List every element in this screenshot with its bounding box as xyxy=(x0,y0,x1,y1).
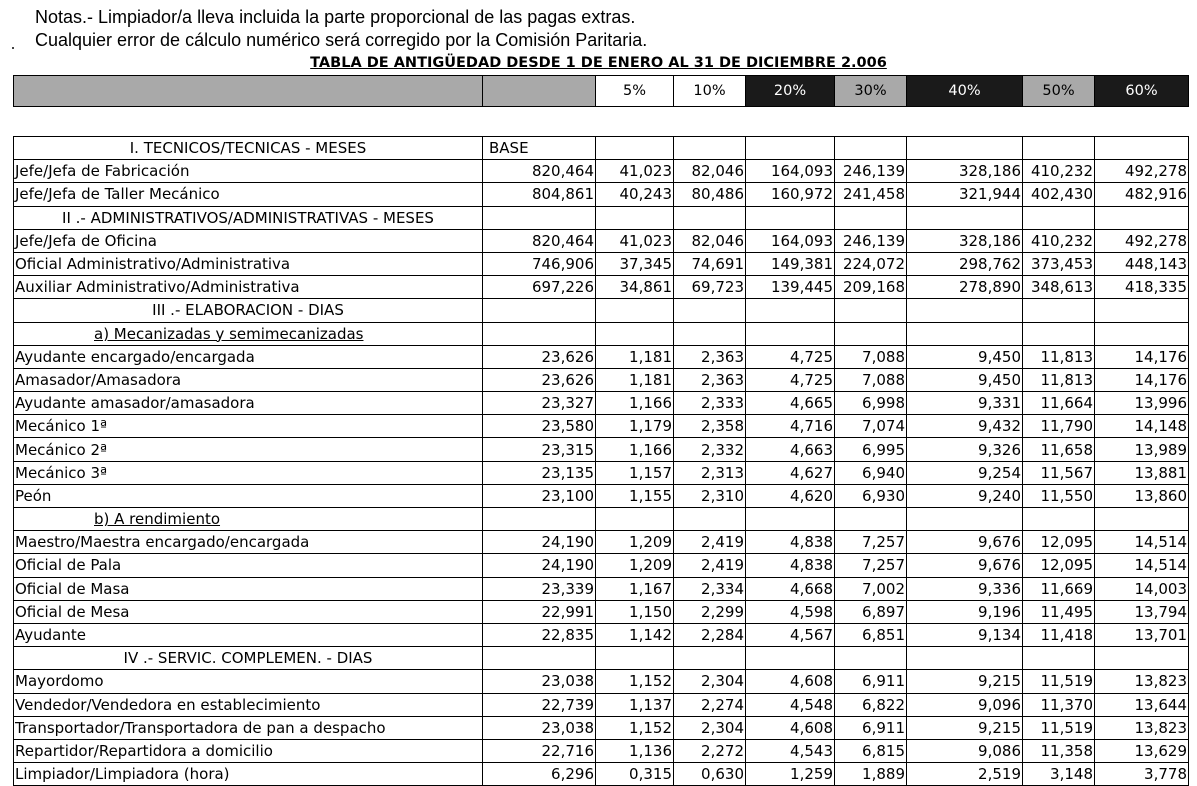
section-row xyxy=(14,647,1189,670)
job-title: Mecánico 1ª xyxy=(14,415,483,438)
seniority-value: 149,381 xyxy=(746,252,835,275)
empty-cell xyxy=(1023,508,1095,531)
job-title: Oficial de Masa xyxy=(14,577,483,600)
job-title: Jefe/Jefa de Taller Mecánico xyxy=(14,183,483,206)
base-value: 22,739 xyxy=(483,693,596,716)
seniority-value: 1,179 xyxy=(596,415,674,438)
empty-cell xyxy=(1095,322,1189,345)
seniority-value: 2,284 xyxy=(674,623,746,646)
seniority-value: 82,046 xyxy=(674,160,746,183)
seniority-value: 4,665 xyxy=(746,392,835,415)
empty-cell xyxy=(835,508,907,531)
seniority-value: 82,046 xyxy=(674,229,746,252)
seniority-value: 1,152 xyxy=(596,716,674,739)
seniority-value: 224,072 xyxy=(835,252,907,275)
seniority-value: 13,629 xyxy=(1095,739,1189,762)
table-row xyxy=(14,693,1189,716)
job-title: Transportador/Transportadora de pan a despacho xyxy=(14,716,483,739)
seniority-value: 4,608 xyxy=(746,716,835,739)
table-row xyxy=(14,531,1189,554)
empty-cell xyxy=(674,322,746,345)
subsection-label xyxy=(14,322,483,345)
seniority-value: 1,167 xyxy=(596,577,674,600)
seniority-value: 348,613 xyxy=(1023,276,1095,299)
empty-cell xyxy=(746,647,835,670)
seniority-value: 482,916 xyxy=(1095,183,1189,206)
seniority-value: 11,519 xyxy=(1023,716,1095,739)
seniority-value: 13,996 xyxy=(1095,392,1189,415)
base-value: 23,100 xyxy=(483,484,596,507)
job-title: Oficial de Mesa xyxy=(14,600,483,623)
base-value: 22,991 xyxy=(483,600,596,623)
header-blank-base xyxy=(483,76,596,107)
empty-cell xyxy=(1023,299,1095,322)
subsection-label xyxy=(14,508,483,531)
seniority-value: 418,335 xyxy=(1095,276,1189,299)
empty-cell xyxy=(483,206,596,229)
seniority-value: 13,644 xyxy=(1095,693,1189,716)
seniority-value: 1,166 xyxy=(596,438,674,461)
seniority-value: 6,940 xyxy=(835,461,907,484)
seniority-value: 9,326 xyxy=(907,438,1023,461)
base-value: 23,339 xyxy=(483,577,596,600)
seniority-value: 2,304 xyxy=(674,670,746,693)
empty-cell xyxy=(596,299,674,322)
seniority-value: 4,716 xyxy=(746,415,835,438)
section-row xyxy=(14,299,1189,322)
base-value: 22,835 xyxy=(483,623,596,646)
table-row xyxy=(14,415,1189,438)
empty-cell xyxy=(907,137,1023,160)
seniority-value: 3,778 xyxy=(1095,763,1189,786)
seniority-value: 4,838 xyxy=(746,531,835,554)
header-5: 5% xyxy=(596,76,674,107)
seniority-value: 4,627 xyxy=(746,461,835,484)
job-title: Jefe/Jefa de Oficina xyxy=(14,229,483,252)
note-line: Notas.- Limpiador/a lleva incluida la parte proporcional de las pagas extras. xyxy=(35,7,636,27)
note-line: Cualquier error de cálculo numérico será corregido por la Comisión Paritaria. xyxy=(35,30,648,50)
seniority-value: 1,152 xyxy=(596,670,674,693)
seniority-value: 9,676 xyxy=(907,531,1023,554)
seniority-value: 7,257 xyxy=(835,554,907,577)
table-row xyxy=(14,739,1189,762)
seniority-value: 41,023 xyxy=(596,160,674,183)
job-title: Maestro/Maestra encargado/encargada xyxy=(14,531,483,554)
seniority-value: 164,093 xyxy=(746,229,835,252)
empty-cell xyxy=(674,299,746,322)
empty-cell xyxy=(907,508,1023,531)
header-blank xyxy=(14,76,483,107)
base-value: 804,861 xyxy=(483,183,596,206)
table-row xyxy=(14,438,1189,461)
job-title: Limpiador/Limpiadora (hora) xyxy=(14,763,483,786)
seniority-value: 241,458 xyxy=(835,183,907,206)
seniority-value: 14,003 xyxy=(1095,577,1189,600)
seniority-value: 74,691 xyxy=(674,252,746,275)
empty-cell xyxy=(835,299,907,322)
empty-cell xyxy=(835,647,907,670)
seniority-value: 373,453 xyxy=(1023,252,1095,275)
seniority-value: 6,851 xyxy=(835,623,907,646)
seniority-value: 11,418 xyxy=(1023,623,1095,646)
header-20: 20% xyxy=(746,76,835,107)
seniority-value: 9,086 xyxy=(907,739,1023,762)
seniority-value: 9,215 xyxy=(907,670,1023,693)
empty-cell xyxy=(835,206,907,229)
seniority-value: 13,701 xyxy=(1095,623,1189,646)
header-30: 30% xyxy=(835,76,907,107)
seniority-value: 34,861 xyxy=(596,276,674,299)
seniority-value: 11,669 xyxy=(1023,577,1095,600)
table-row xyxy=(14,554,1189,577)
header-10: 10% xyxy=(674,76,746,107)
table-row xyxy=(14,670,1189,693)
seniority-value: 1,889 xyxy=(835,763,907,786)
seniority-value: 37,345 xyxy=(596,252,674,275)
job-title: Mecánico 3ª xyxy=(14,461,483,484)
header-40: 40% xyxy=(907,76,1023,107)
seniority-value: 328,186 xyxy=(907,229,1023,252)
empty-cell xyxy=(1023,137,1095,160)
stray-dot xyxy=(12,47,14,49)
seniority-value: 1,142 xyxy=(596,623,674,646)
seniority-value: 1,166 xyxy=(596,392,674,415)
seniority-value: 2,358 xyxy=(674,415,746,438)
job-title: Repartidor/Repartidora a domicilio xyxy=(14,739,483,762)
seniority-value: 9,215 xyxy=(907,716,1023,739)
seniority-value: 2,304 xyxy=(674,716,746,739)
job-title: Oficial Administrativo/Administrativa xyxy=(14,252,483,275)
seniority-value: 4,567 xyxy=(746,623,835,646)
job-title: Mayordomo xyxy=(14,670,483,693)
base-value: 23,038 xyxy=(483,670,596,693)
base-label: BASE xyxy=(483,137,596,160)
seniority-value: 6,930 xyxy=(835,484,907,507)
seniority-value: 1,155 xyxy=(596,484,674,507)
base-value: 23,626 xyxy=(483,368,596,391)
seniority-value: 13,989 xyxy=(1095,438,1189,461)
empty-cell xyxy=(674,137,746,160)
seniority-value: 14,176 xyxy=(1095,368,1189,391)
seniority-value: 4,608 xyxy=(746,670,835,693)
seniority-value: 2,419 xyxy=(674,554,746,577)
seniority-value: 1,181 xyxy=(596,345,674,368)
empty-cell xyxy=(596,322,674,345)
seniority-value: 13,823 xyxy=(1095,716,1189,739)
seniority-value: 2,272 xyxy=(674,739,746,762)
seniority-value: 410,232 xyxy=(1023,229,1095,252)
seniority-value: 1,181 xyxy=(596,368,674,391)
empty-cell xyxy=(907,206,1023,229)
seniority-value: 9,331 xyxy=(907,392,1023,415)
base-value: 697,226 xyxy=(483,276,596,299)
empty-cell xyxy=(483,647,596,670)
empty-cell xyxy=(1023,647,1095,670)
table-row xyxy=(14,461,1189,484)
seniority-value: 6,822 xyxy=(835,693,907,716)
seniority-value: 7,088 xyxy=(835,368,907,391)
seniority-value: 1,157 xyxy=(596,461,674,484)
empty-cell xyxy=(746,322,835,345)
empty-cell xyxy=(1023,322,1095,345)
empty-cell xyxy=(1095,206,1189,229)
seniority-value: 4,548 xyxy=(746,693,835,716)
seniority-value: 9,336 xyxy=(907,577,1023,600)
base-value: 23,580 xyxy=(483,415,596,438)
seniority-value: 13,794 xyxy=(1095,600,1189,623)
seniority-value: 1,136 xyxy=(596,739,674,762)
seniority-value: 4,543 xyxy=(746,739,835,762)
seniority-value: 164,093 xyxy=(746,160,835,183)
empty-cell xyxy=(483,508,596,531)
seniority-value: 13,881 xyxy=(1095,461,1189,484)
base-value: 22,716 xyxy=(483,739,596,762)
seniority-value: 14,148 xyxy=(1095,415,1189,438)
seniority-value: 4,620 xyxy=(746,484,835,507)
seniority-value: 6,897 xyxy=(835,600,907,623)
table-row xyxy=(14,368,1189,391)
seniority-value: 2,274 xyxy=(674,693,746,716)
empty-cell xyxy=(596,647,674,670)
seniority-value: 6,911 xyxy=(835,670,907,693)
empty-cell xyxy=(746,508,835,531)
seniority-value: 6,815 xyxy=(835,739,907,762)
seniority-table xyxy=(13,75,1189,786)
seniority-value: 6,911 xyxy=(835,716,907,739)
seniority-value: 69,723 xyxy=(674,276,746,299)
table-title: TABLA DE ANTIGÜEDAD DESDE 1 DE ENERO AL 31 DE DICIEMBRE 2.006 xyxy=(310,55,887,71)
job-title: Ayudante amasador/amasadora xyxy=(14,392,483,415)
seniority-value: 7,074 xyxy=(835,415,907,438)
subsection-label-text: a) Mecanizadas y semimecanizadas xyxy=(94,324,364,343)
seniority-value: 1,259 xyxy=(746,763,835,786)
seniority-value: 13,823 xyxy=(1095,670,1189,693)
empty-cell xyxy=(596,137,674,160)
empty-cell xyxy=(674,647,746,670)
seniority-value: 139,445 xyxy=(746,276,835,299)
section-label: I. TECNICOS/TECNICAS - MESES xyxy=(14,137,483,160)
empty-cell xyxy=(907,322,1023,345)
seniority-value: 9,240 xyxy=(907,484,1023,507)
empty-cell xyxy=(907,299,1023,322)
base-value: 23,327 xyxy=(483,392,596,415)
table-row xyxy=(14,763,1189,786)
seniority-value: 11,813 xyxy=(1023,368,1095,391)
empty-cell xyxy=(596,508,674,531)
seniority-value: 80,486 xyxy=(674,183,746,206)
job-title: Amasador/Amasadora xyxy=(14,368,483,391)
seniority-value: 298,762 xyxy=(907,252,1023,275)
seniority-value: 40,243 xyxy=(596,183,674,206)
base-value: 23,038 xyxy=(483,716,596,739)
table-row xyxy=(14,160,1189,183)
empty-cell xyxy=(596,206,674,229)
seniority-value: 9,450 xyxy=(907,345,1023,368)
spacer-row xyxy=(14,107,1189,137)
seniority-value: 14,514 xyxy=(1095,554,1189,577)
empty-cell xyxy=(746,137,835,160)
empty-cell xyxy=(1095,137,1189,160)
seniority-value: 9,254 xyxy=(907,461,1023,484)
seniority-value: 2,363 xyxy=(674,368,746,391)
seniority-value: 11,358 xyxy=(1023,739,1095,762)
job-title: Auxiliar Administrativo/Administrativa xyxy=(14,276,483,299)
seniority-value: 1,137 xyxy=(596,693,674,716)
seniority-value: 0,630 xyxy=(674,763,746,786)
seniority-value: 2,419 xyxy=(674,531,746,554)
seniority-value: 321,944 xyxy=(907,183,1023,206)
table-row xyxy=(14,229,1189,252)
seniority-value: 7,257 xyxy=(835,531,907,554)
seniority-value: 9,432 xyxy=(907,415,1023,438)
seniority-value: 328,186 xyxy=(907,160,1023,183)
job-title: Ayudante encargado/encargada xyxy=(14,345,483,368)
seniority-value: 2,333 xyxy=(674,392,746,415)
seniority-value: 492,278 xyxy=(1095,229,1189,252)
table-row xyxy=(14,392,1189,415)
seniority-value: 1,150 xyxy=(596,600,674,623)
seniority-value: 4,725 xyxy=(746,368,835,391)
seniority-value: 448,143 xyxy=(1095,252,1189,275)
base-value: 23,135 xyxy=(483,461,596,484)
seniority-value: 12,095 xyxy=(1023,531,1095,554)
seniority-value: 2,519 xyxy=(907,763,1023,786)
section-row xyxy=(14,137,1189,160)
table-row xyxy=(14,623,1189,646)
empty-cell xyxy=(1023,206,1095,229)
header-row xyxy=(14,76,1189,107)
empty-cell xyxy=(1095,647,1189,670)
seniority-value: 12,095 xyxy=(1023,554,1095,577)
job-title: Ayudante xyxy=(14,623,483,646)
base-value: 6,296 xyxy=(483,763,596,786)
section-row xyxy=(14,206,1189,229)
table-row xyxy=(14,183,1189,206)
base-value: 820,464 xyxy=(483,160,596,183)
base-value: 23,626 xyxy=(483,345,596,368)
seniority-value: 246,139 xyxy=(835,229,907,252)
seniority-value: 278,890 xyxy=(907,276,1023,299)
seniority-value: 209,168 xyxy=(835,276,907,299)
header-60: 60% xyxy=(1095,76,1189,107)
base-value: 23,315 xyxy=(483,438,596,461)
seniority-value: 9,096 xyxy=(907,693,1023,716)
job-title: Vendedor/Vendedora en establecimiento xyxy=(14,693,483,716)
seniority-value: 410,232 xyxy=(1023,160,1095,183)
section-label: III .- ELABORACION - DIAS xyxy=(14,299,483,322)
seniority-value: 4,598 xyxy=(746,600,835,623)
base-value: 24,190 xyxy=(483,531,596,554)
seniority-value: 7,088 xyxy=(835,345,907,368)
subsection-label-text: b) A rendimiento xyxy=(94,510,221,529)
empty-cell xyxy=(674,206,746,229)
table-row xyxy=(14,600,1189,623)
empty-cell xyxy=(907,647,1023,670)
empty-cell xyxy=(1095,508,1189,531)
seniority-value: 3,148 xyxy=(1023,763,1095,786)
empty-cell xyxy=(835,137,907,160)
table-row xyxy=(14,276,1189,299)
section-label: II .- ADMINISTRATIVOS/ADMINISTRATIVAS - MESES xyxy=(14,206,483,229)
seniority-value: 2,310 xyxy=(674,484,746,507)
seniority-value: 11,790 xyxy=(1023,415,1095,438)
seniority-value: 2,363 xyxy=(674,345,746,368)
seniority-value: 9,450 xyxy=(907,368,1023,391)
seniority-value: 1,209 xyxy=(596,554,674,577)
empty-cell xyxy=(674,508,746,531)
base-value: 820,464 xyxy=(483,229,596,252)
seniority-value: 2,332 xyxy=(674,438,746,461)
seniority-value: 4,668 xyxy=(746,577,835,600)
seniority-value: 11,664 xyxy=(1023,392,1095,415)
base-value: 746,906 xyxy=(483,252,596,275)
seniority-value: 13,860 xyxy=(1095,484,1189,507)
seniority-value: 9,134 xyxy=(907,623,1023,646)
seniority-value: 9,196 xyxy=(907,600,1023,623)
empty-cell xyxy=(483,322,596,345)
seniority-value: 402,430 xyxy=(1023,183,1095,206)
notes xyxy=(35,6,647,52)
table-row xyxy=(14,577,1189,600)
job-title: Peón xyxy=(14,484,483,507)
base-value: 24,190 xyxy=(483,554,596,577)
seniority-value: 11,567 xyxy=(1023,461,1095,484)
job-title: Oficial de Pala xyxy=(14,554,483,577)
seniority-value: 41,023 xyxy=(596,229,674,252)
seniority-value: 492,278 xyxy=(1095,160,1189,183)
seniority-value: 11,370 xyxy=(1023,693,1095,716)
seniority-value: 11,550 xyxy=(1023,484,1095,507)
seniority-value: 6,995 xyxy=(835,438,907,461)
header-50: 50% xyxy=(1023,76,1095,107)
seniority-value: 11,519 xyxy=(1023,670,1095,693)
empty-cell xyxy=(746,206,835,229)
seniority-value: 4,838 xyxy=(746,554,835,577)
seniority-value: 2,299 xyxy=(674,600,746,623)
subsection-row xyxy=(14,508,1189,531)
table-row xyxy=(14,484,1189,507)
seniority-value: 160,972 xyxy=(746,183,835,206)
seniority-value: 4,663 xyxy=(746,438,835,461)
empty-cell xyxy=(483,299,596,322)
empty-cell xyxy=(1095,299,1189,322)
table-row xyxy=(14,345,1189,368)
seniority-value: 11,658 xyxy=(1023,438,1095,461)
seniority-value: 9,676 xyxy=(907,554,1023,577)
seniority-value: 4,725 xyxy=(746,345,835,368)
seniority-value: 7,002 xyxy=(835,577,907,600)
job-title: Jefe/Jefa de Fabricación xyxy=(14,160,483,183)
seniority-value: 0,315 xyxy=(596,763,674,786)
seniority-value: 11,813 xyxy=(1023,345,1095,368)
seniority-value: 2,334 xyxy=(674,577,746,600)
seniority-value: 2,313 xyxy=(674,461,746,484)
seniority-value: 246,139 xyxy=(835,160,907,183)
job-title: Mecánico 2ª xyxy=(14,438,483,461)
seniority-value: 14,514 xyxy=(1095,531,1189,554)
table-row xyxy=(14,252,1189,275)
seniority-value: 11,495 xyxy=(1023,600,1095,623)
seniority-value: 6,998 xyxy=(835,392,907,415)
table-row xyxy=(14,716,1189,739)
empty-cell xyxy=(835,322,907,345)
subsection-row xyxy=(14,322,1189,345)
seniority-value: 1,209 xyxy=(596,531,674,554)
section-label: IV .- SERVIC. COMPLEMEN. - DIAS xyxy=(14,647,483,670)
seniority-value: 14,176 xyxy=(1095,345,1189,368)
empty-cell xyxy=(746,299,835,322)
